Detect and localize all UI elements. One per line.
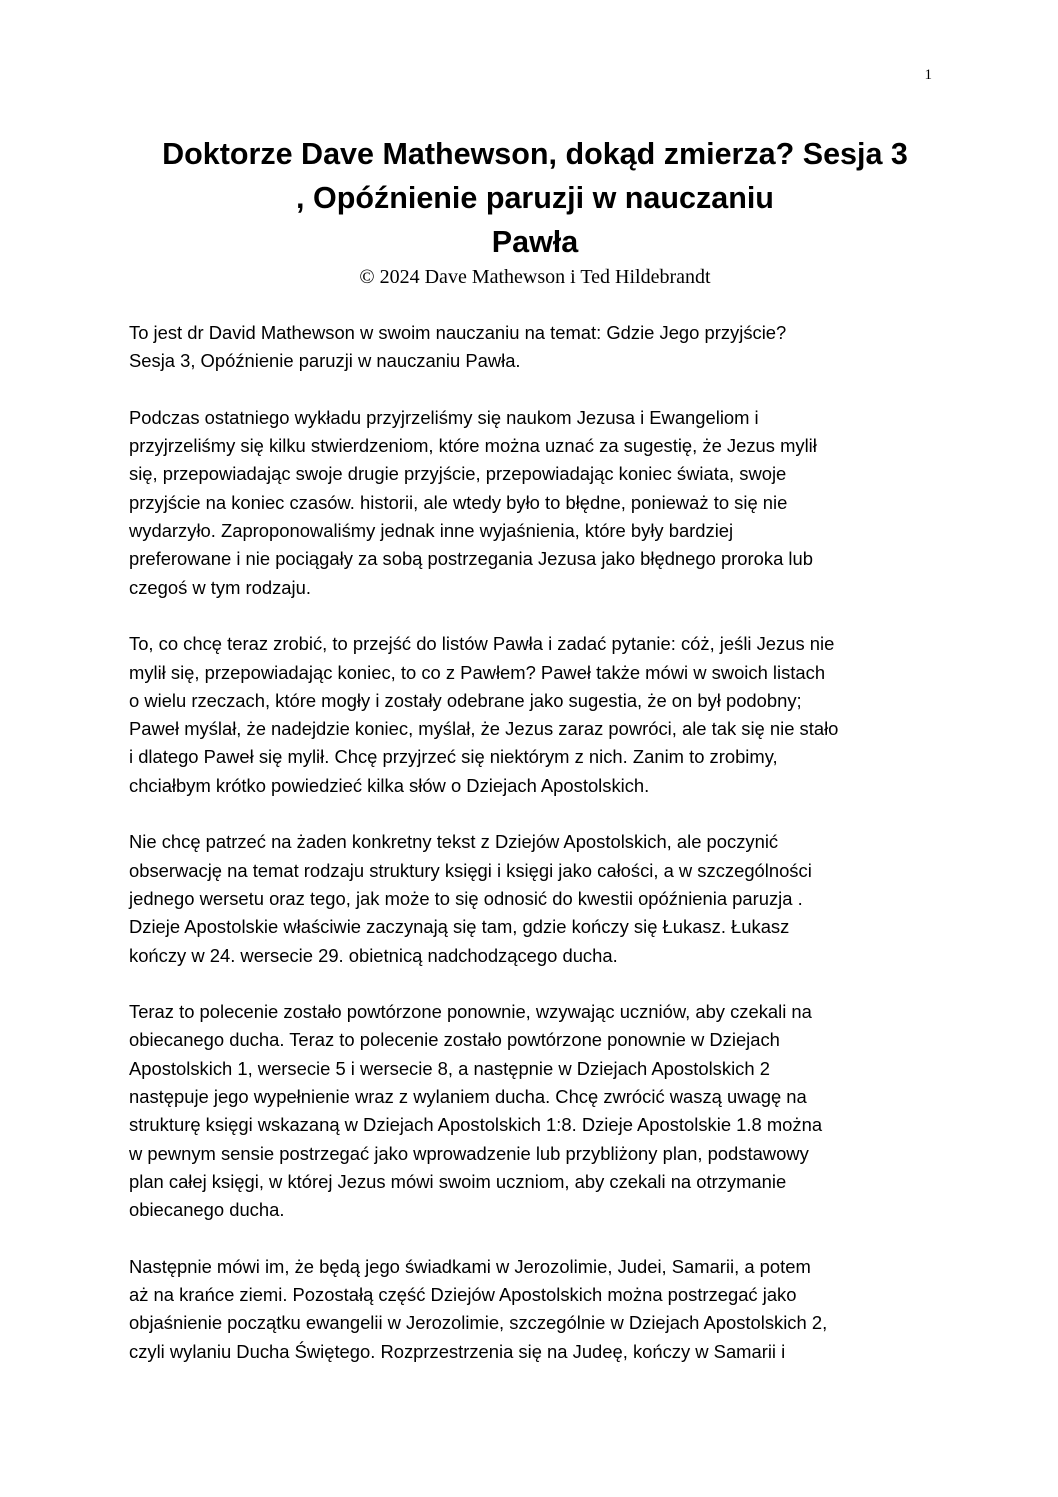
text-line: obiecanego ducha. Teraz to polecenie zostało powtórzone ponownie w Dziejach	[129, 1029, 780, 1051]
document-title-line-2: , Opóźnienie paruzji w nauczaniu	[296, 181, 774, 215]
text-line: kończy w 24. wersecie 29. obietnicą nadchodzącego ducha.	[129, 944, 618, 966]
paragraph	[129, 630, 949, 800]
text-line: objaśnienie początku ewangelii w Jerozolimie, szczególnie w Dziejach Apostolskich 2,	[129, 1312, 828, 1334]
text-line: wydarzyło. Zaproponowaliśmy jednak inne wyjaśnienia, które były bardziej	[129, 520, 734, 542]
paragraph	[129, 319, 949, 376]
text-line: obiecanego ducha.	[129, 1199, 285, 1221]
paragraph	[129, 998, 949, 1224]
text-line: Dzieje Apostolskie właściwie zaczynają się tam, gdzie kończy się Łukasz. Łukasz	[129, 916, 790, 938]
text-line: jednego wersetu oraz tego, jak może to się odnosić do kwestii opóźnienia paruzja .	[129, 887, 803, 909]
document-header	[100, 132, 970, 290]
text-line: To jest dr David Mathewson w swoim nauczaniu na temat: Gdzie Jego przyjście?	[129, 322, 787, 343]
text-line: Nie chcę patrzeć na żaden konkretny tekst z Dziejów Apostolskich, ale poczynić	[129, 831, 779, 853]
paragraph	[129, 828, 949, 969]
text-line: plan całej księgi, w której Jezus mówi swoim uczniom, aby czekali na otrzymanie	[129, 1170, 787, 1192]
text-line: chciałbym krótko powiedzieć kilka słów o Dziejach Apostolskich.	[129, 774, 650, 796]
text-line: To, co chcę teraz zrobić, to przejść do listów Pawła i zadać pytanie: cóż, jeśli Jezus nie	[129, 633, 835, 655]
text-line: preferowane i nie pociągały za sobą postrzegania Jezusa jako błędnego proroka lub	[129, 548, 813, 570]
text-line: czyli wylaniu Ducha Świętego. Rozprzestrzenia się na Judeę, kończy w Samarii i	[129, 1340, 786, 1362]
text-line: przyjście na koniec czasów. historii, ale wtedy było to błędne, ponieważ to się nie	[129, 491, 788, 513]
text-line: Następnie mówi im, że będą jego świadkami w Jerozolimie, Judei, Samarii, a potem	[129, 1255, 811, 1277]
text-line: aż na krańce ziemi. Pozostałą część Dziejów Apostolskich można postrzegać jako	[129, 1284, 797, 1306]
text-line: o wielu rzeczach, które mogły i zostały odebrane jako sugestia, że on był podobny;	[129, 689, 802, 711]
text-line: Paweł myślał, że nadejdzie koniec, myślał, że Jezus zaraz powróci, ale tak się nie stało	[129, 718, 839, 740]
text-line: Sesja 3, Opóźnienie paruzji w nauczaniu Pawła.	[129, 350, 521, 372]
text-line: czegoś w tym rodzaju.	[129, 576, 311, 598]
document-title-line-1: Doktorze Dave Mathewson, dokąd zmierza? Sesja 3	[162, 137, 908, 171]
text-line: Teraz to polecenie zostało powtórzone ponownie, wzywając uczniów, aby czekali na	[129, 1001, 812, 1023]
paragraph	[129, 404, 949, 602]
document-title-line-3: Pawła	[491, 225, 579, 259]
text-line: przyjrzeliśmy się kilku stwierdzeniom, które można uznać za sugestię, że Jezus mylił	[129, 435, 817, 457]
document-body	[129, 319, 949, 1394]
text-line: następuje jego wypełnienie wraz z wylaniem ducha. Chcę zwrócić waszą uwagę na	[129, 1086, 807, 1108]
text-line: i dlatego Paweł się mylił. Chcę przyjrzeć się niektórym z nich. Zanim to zrobimy,	[129, 746, 778, 768]
text-line: strukturę księgi wskazaną w Dziejach Apostolskich 1:8. Dzieje Apostolskie 1.8 można	[129, 1114, 823, 1136]
text-line: obserwację na temat rodzaju struktury księgi i księgi jako całości, a w szczególności	[129, 859, 812, 881]
text-line: Podczas ostatniego wykładu przyjrzeliśmy się naukom Jezusa i Ewangeliom i	[129, 406, 759, 428]
page-number: 1	[924, 67, 932, 83]
copyright-notice: © 2024 Dave Mathewson i Ted Hildebrandt	[359, 266, 711, 288]
text-line: mylił się, przepowiadając koniec, to co z Pawłem? Paweł także mówi w swoich listach	[129, 661, 826, 683]
text-line: się, przepowiadając swoje drugie przyjście, przepowiadając koniec świata, swoje	[129, 463, 787, 485]
text-line: w pewnym sensie postrzegać jako wprowadzenie lub przybliżony plan, podstawowy	[129, 1142, 809, 1164]
text-line: Apostolskich 1, wersecie 5 i wersecie 8, a następnie w Dziejach Apostolskich 2	[129, 1057, 770, 1079]
paragraph	[129, 1253, 949, 1366]
